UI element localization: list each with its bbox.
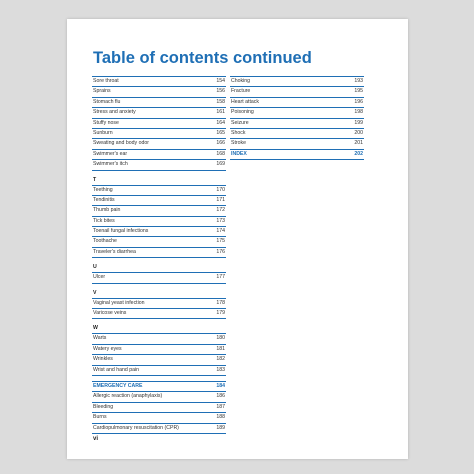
toc-group-s [92, 76, 226, 171]
toc-entry [92, 272, 226, 283]
toc-entry [92, 355, 226, 365]
toc-heading-page: 184 [216, 382, 225, 389]
toc-entry-label: Sunburn [93, 129, 113, 136]
toc-entry-page: 175 [216, 238, 225, 245]
toc-entry-page: 177 [216, 274, 225, 281]
toc-entry [230, 119, 364, 129]
toc-entry-page: 193 [354, 78, 363, 84]
toc-entry-page: 176 [216, 248, 225, 255]
page-title: Table of contents continued [93, 49, 312, 67]
toc-entry [92, 227, 226, 237]
toc-entry [230, 87, 364, 97]
toc-entry [230, 139, 364, 149]
toc-entry-label: Stress and anxiety [93, 109, 136, 116]
toc-entry-label: Stuffy nose [93, 119, 119, 126]
toc-entry-label: Stomach flu [93, 98, 121, 105]
toc-entry-label: Wrist and hand pain [93, 366, 140, 373]
toc-entry [92, 237, 226, 247]
toc-entry-label: Toenail fungal infections [93, 228, 149, 235]
toc-entry-label: Sprains [93, 88, 111, 95]
toc-entry-label: Seizure [231, 119, 249, 126]
toc-entry [92, 108, 226, 118]
toc-entry [92, 345, 226, 355]
toc-entry-label: Varicose veins [93, 310, 127, 317]
toc-entry-page: 158 [216, 98, 225, 105]
toc-entry [92, 403, 226, 413]
toc-entry [92, 424, 226, 434]
section-letter-u: U [93, 264, 97, 271]
document-page [67, 19, 408, 459]
toc-heading-label: EMERGENCY CARE [93, 382, 143, 389]
toc-entry [230, 76, 364, 87]
toc-entry-label: Choking [231, 78, 251, 84]
toc-entry-page: 200 [354, 129, 363, 136]
toc-entry-page: 173 [216, 217, 225, 224]
toc-entry-label: Teething [93, 186, 113, 193]
toc-entry-page: 171 [216, 196, 225, 203]
toc-entry-page: 156 [216, 88, 225, 95]
toc-group-emergency-cont [230, 76, 364, 150]
toc-entry [92, 98, 226, 108]
toc-entry-page: 172 [216, 207, 225, 214]
toc-entry-label: Ulcer [93, 274, 106, 281]
toc-entry-label: Fracture [231, 88, 251, 95]
toc-entry-page: 196 [354, 98, 363, 105]
section-letter-w: W [93, 325, 98, 332]
toc-entry-page: 198 [354, 109, 363, 116]
toc-entry-label: Stroke [231, 140, 246, 147]
toc-entry-label: Tick bites [93, 217, 115, 224]
toc-entry-label: Tendinitis [93, 196, 115, 203]
toc-entry-label: Swimmer's itch [93, 161, 128, 168]
toc-entry-page: 201 [354, 140, 363, 147]
toc-group-w [92, 333, 226, 376]
toc-group-u [92, 272, 226, 283]
toc-entry-page: 164 [216, 119, 225, 126]
toc-entry-label: Watery eyes [93, 345, 122, 352]
toc-entry-label: Toothache [93, 238, 117, 245]
toc-entry-page: 180 [216, 335, 225, 342]
toc-entry-page: 165 [216, 129, 225, 136]
toc-entry [92, 160, 226, 170]
toc-entry-page: 179 [216, 310, 225, 317]
toc-entry [230, 98, 364, 108]
toc-entry [92, 248, 226, 258]
toc-entry [92, 129, 226, 139]
toc-entry-label: Swimmer's ear [93, 150, 128, 157]
toc-entry-page: 166 [216, 140, 225, 147]
toc-entry [92, 366, 226, 376]
toc-entry-page: 195 [354, 88, 363, 95]
page-number: vi [93, 436, 99, 442]
toc-entry-label: Shock [231, 129, 246, 136]
toc-entry [92, 333, 226, 344]
toc-entry-page: 199 [354, 119, 363, 126]
toc-entry-label: Wrinkles [93, 356, 113, 363]
toc-group-emergency [92, 392, 226, 434]
toc-entry-label: Traveler's diarrhea [93, 248, 136, 255]
toc-entry [92, 87, 226, 97]
toc-entry [92, 298, 226, 309]
toc-entry-page: 187 [216, 403, 225, 410]
toc-entry-page: 178 [216, 299, 225, 306]
toc-entry-page: 169 [216, 161, 225, 168]
toc-entry-page: 182 [216, 356, 225, 363]
toc-heading-label: INDEX [231, 150, 247, 157]
toc-entry-label: Burns [93, 414, 107, 421]
toc-heading-page: 202 [354, 150, 363, 157]
toc-entry [92, 413, 226, 423]
toc-entry [92, 150, 226, 160]
toc-entry-page: 154 [216, 78, 225, 84]
toc-entry-label: Vaginal yeast infection [93, 299, 145, 306]
toc-entry-label: Cardiopulmonary resuscitation (CPR) [93, 424, 179, 431]
toc-entry-label: Bleeding [93, 403, 114, 410]
section-letter-v: V [93, 289, 97, 296]
toc-entry-page: 168 [216, 150, 225, 157]
toc-entry-page: 188 [216, 414, 225, 421]
toc-entry [92, 206, 226, 216]
toc-entry-label: Thumb pain [93, 207, 121, 214]
toc-entry [92, 185, 226, 196]
toc-entry-page: 170 [216, 186, 225, 193]
toc-entry-label: Poisoning [231, 109, 254, 116]
toc-entry-page: 183 [216, 366, 225, 373]
toc-entry [92, 217, 226, 227]
toc-group-v [92, 298, 226, 320]
toc-entry-page: 174 [216, 228, 225, 235]
toc-heading-index [230, 150, 364, 160]
toc-entry [92, 196, 226, 206]
toc-entry-label: Warts [93, 335, 107, 342]
toc-entry [92, 392, 226, 402]
toc-entry [230, 129, 364, 139]
toc-left-column [92, 76, 226, 434]
toc-entry-page: 189 [216, 424, 225, 431]
toc-entry [92, 309, 226, 319]
section-letter-t: T [93, 176, 97, 183]
toc-heading-emergency-care [92, 381, 226, 392]
toc-entry-label: Allergic reaction (anaphylaxis) [93, 393, 163, 400]
toc-entry-label: Heart attack [231, 98, 259, 105]
toc-entry-page: 181 [216, 345, 225, 352]
toc-entry-label: Sore throat [93, 78, 119, 84]
toc-entry [230, 108, 364, 118]
toc-entry-page: 161 [216, 109, 225, 116]
toc-group-t [92, 185, 226, 259]
toc-entry [92, 119, 226, 129]
toc-entry [92, 76, 226, 87]
toc-entry-label: Sweating and body odor [93, 140, 149, 147]
toc-entry [92, 139, 226, 149]
toc-right-column [230, 76, 364, 160]
toc-entry-page: 186 [216, 393, 225, 400]
